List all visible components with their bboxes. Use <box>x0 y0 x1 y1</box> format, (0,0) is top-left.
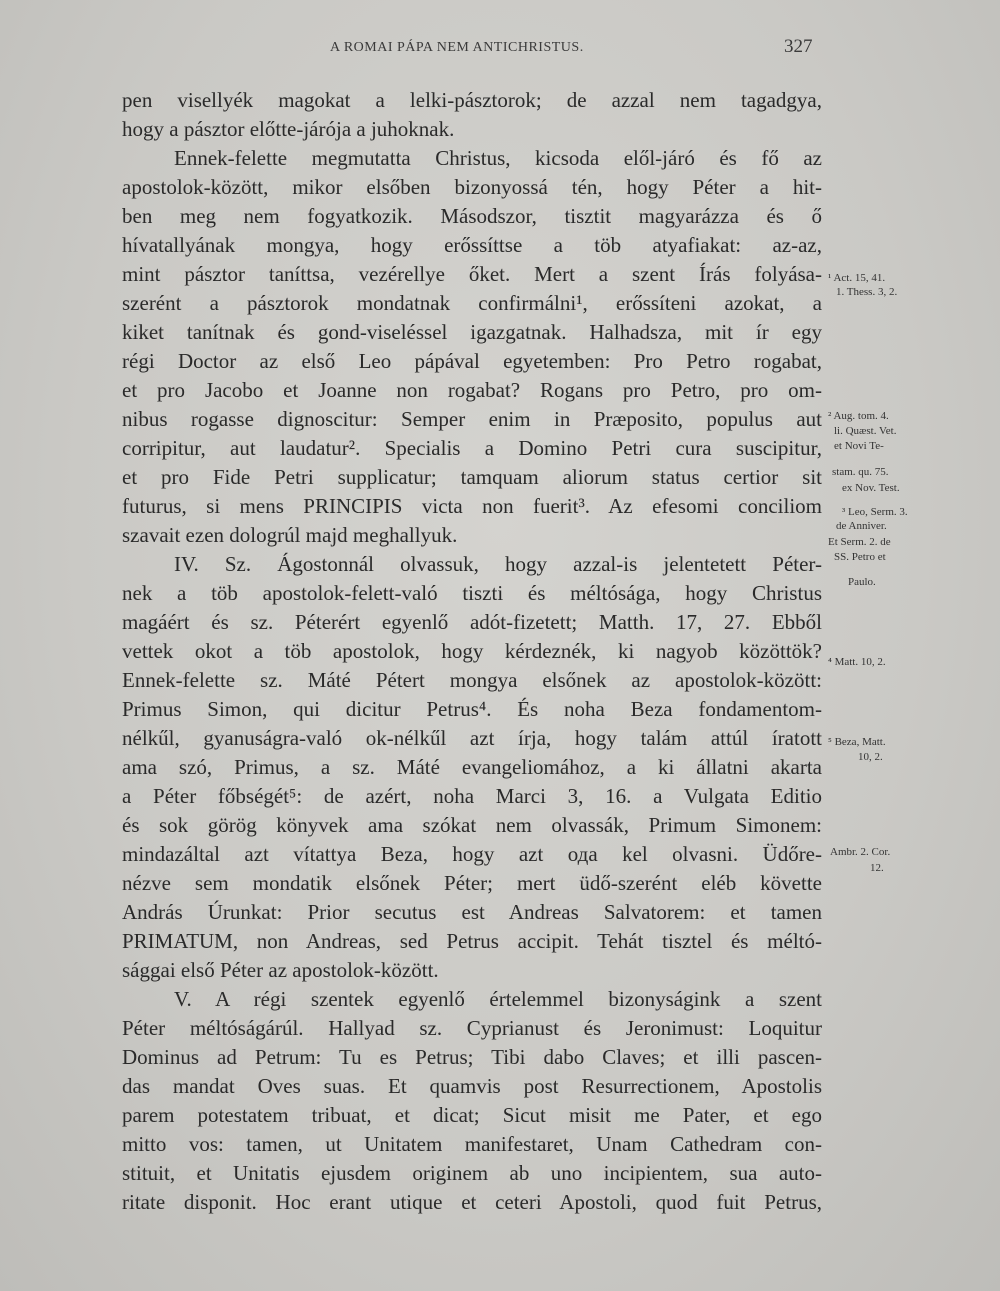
text-line: régi Doctor az első Leo pápával egyetemben: Pro Petro rogabat, <box>122 349 822 373</box>
margin-note: ⁴ Matt. 10, 2. <box>828 656 886 668</box>
text-line: et pro Jacobo et Joanne non rogabat? Rogans pro Petro, pro om- <box>122 378 822 402</box>
margin-note: 1. Thess. 3, 2. <box>836 286 898 298</box>
margin-note: stam. qu. 75. <box>832 466 889 478</box>
text-line: futurus, si mens PRINCIPIS victa non fuerit³. Az efesomi conciliom <box>122 494 822 518</box>
text-line: IV. Sz. Ágostonnál olvassuk, hogy azzal-is jelentetett Péter- <box>174 552 822 576</box>
margin-note: ex Nov. Test. <box>842 482 900 494</box>
margin-note: ³ Leo, Serm. 3. <box>842 506 908 518</box>
margin-note: SS. Petro et <box>834 551 886 563</box>
text-line: pen visellyék magokat a lelki-pásztorok; de azzal nem tagadgya, <box>122 88 822 112</box>
text-line: vettek okot a töb apostolok, hogy kérdeznék, ki nagyob közöttök? <box>122 639 822 663</box>
running-head-title: A ROMAI PÁPA NEM ANTICHRISTUS. <box>330 40 584 55</box>
margin-note: de Anniver. <box>836 520 887 532</box>
text-line: PRIMATUM, non Andreas, sed Petrus accipit. Tehát tisztel és méltó- <box>122 929 822 953</box>
text-line: és sok görög könyvek ama szókat nem olvassák, Primum Simonem: <box>122 813 822 837</box>
body-text <box>122 86 822 1217</box>
margin-note: 12. <box>870 862 884 874</box>
text-line: mindazáltal azt vítattya Beza, hogy azt ода kel olvasni. Üdőre- <box>122 842 822 866</box>
margin-note: ⁵ Beza, Matt. <box>828 736 886 748</box>
margin-note: 10, 2. <box>858 751 883 763</box>
text-line: nélkűl, gyanuságra-való ok-nélkűl azt írja, hogy talám attúl íratott <box>122 726 822 750</box>
text-line: Ennek-felette megmutatta Christus, kicsoda elől-járó és fő az <box>174 146 822 170</box>
text-line: ben meg nem fogyatkozik. Másodszor, tisztit magyarázza és ő <box>122 204 822 228</box>
text-line: Péter méltóságárúl. Hallyad sz. Cyprianust és Jeronimust: Loquitur <box>122 1016 822 1040</box>
text-line: a Péter főbségét⁵: de azért, noha Marci 3, 16. a Vulgata Editio <box>122 784 822 808</box>
running-head <box>0 36 1000 60</box>
text-line: szavait ezen dologrúl majd meghallyuk. <box>122 523 458 547</box>
text-line: parem potestatem tribuat, et dicat; Sicut misit me Pater, et ego <box>122 1103 822 1127</box>
text-line: nek a töb apostolok-felett-való tiszti és méltósága, hogy Christus <box>122 581 822 605</box>
text-line: András Úrunkat: Prior secutus est Andreas Salvatorem: et tamen <box>122 900 822 924</box>
text-line: apostolok-között, mikor elsőben bizonyossá tén, hogy Péter a hit- <box>122 175 822 199</box>
text-line: ama szó, Primus, a sz. Máté evangeliomához, a ki állatni akarta <box>122 755 822 779</box>
text-line: hívatallyának mongya, hogy erőssíttse a töb atyafiakat: az-az, <box>122 233 822 257</box>
text-line: ritate disponit. Hoc erant utique et ceteri Apostoli, quod fuit Petrus, <box>122 1190 822 1214</box>
text-line: szerént a pásztorok mondatnak confirmálni¹, erőssíteni azokat, a <box>122 291 822 315</box>
text-line: et pro Fide Petri supplicatur; tamquam aliorum status certior sit <box>122 465 822 489</box>
margin-note: et Novi Te- <box>834 440 884 452</box>
text-line: das mandat Oves suas. Et quamvis post Resurrectionem, Apostolis <box>122 1074 822 1098</box>
margin-note: Ambr. 2. Cor. <box>830 846 891 858</box>
text-line: corripitur, aut laudatur². Specialis a Domino Petri cura suscipitur, <box>122 436 822 460</box>
margin-note: Paulo. <box>848 576 876 588</box>
text-line: sággai első Péter az apostolok-között. <box>122 958 439 982</box>
text-line: nézve sem mondatik elsőnek Péter; mert üdő-szerént eléb követte <box>122 871 822 895</box>
margin-note: li. Quæst. Vet. <box>834 425 897 437</box>
text-line: hogy a pásztor előtte-járója a juhoknak. <box>122 117 455 141</box>
text-line: mint pásztor taníttsa, vezérellye őket. Mert a szent Írás folyása- <box>122 262 822 286</box>
text-line: stituit, et Unitatis ejusdem originem ab uno incipientem, sua auto- <box>122 1161 822 1185</box>
text-line: kiket tanítnak és gond-viseléssel igazgatnak. Halhadsza, mit ír egy <box>122 320 822 344</box>
margin-note: Et Serm. 2. de <box>828 536 891 548</box>
text-line: Primus Simon, qui dicitur Petrus⁴. És noha Beza fondamentom- <box>122 697 822 721</box>
text-line: magáért és sz. Péterért egyenlő adót-fizetett; Matth. 17, 27. Ebből <box>122 610 822 634</box>
text-line: Dominus ad Petrum: Tu es Petrus; Tibi dabo Claves; et illi pascen- <box>122 1045 822 1069</box>
text-line: mitto vos: tamen, ut Unitatem manifestaret, Unam Cathedram con- <box>122 1132 822 1156</box>
text-line: Ennek-felette sz. Máté Pétert mongya elsőnek az apostolok-között: <box>122 668 822 692</box>
text-line: V. A régi szentek egyenlő értelemmel bizonyságink a szent <box>174 987 822 1011</box>
page-number: 327 <box>784 36 813 57</box>
margin-note: ¹ Act. 15, 41. <box>828 272 886 284</box>
text-line: nibus rogasse dignoscitur: Semper enim in Præposito, populus aut <box>122 407 822 431</box>
margin-note: ² Aug. tom. 4. <box>828 410 889 422</box>
